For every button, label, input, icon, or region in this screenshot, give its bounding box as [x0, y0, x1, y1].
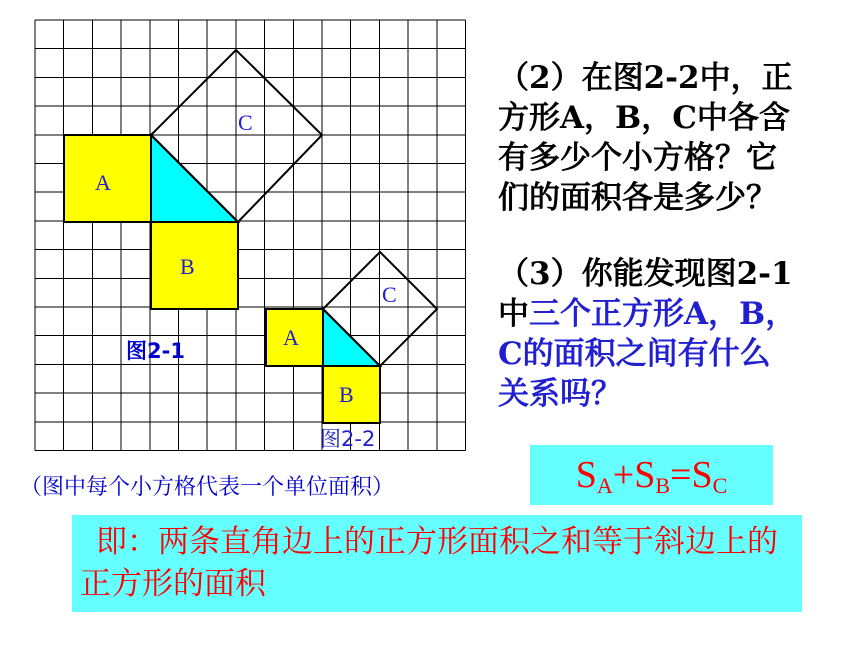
formula-s: S — [691, 454, 713, 496]
question-2-line: 有多少个小方格？它 — [498, 140, 777, 176]
figure-2-2 — [266, 252, 437, 451]
conclusion-text: 即：两条直角边上的正方形面积之和等于斜边上的正方形的面积 — [80, 524, 778, 602]
formula-sub-b: B — [655, 473, 671, 498]
formula-plus: + — [612, 454, 635, 496]
label-c-fig1: C — [238, 110, 253, 135]
label-b-fig1: B — [180, 254, 195, 279]
label-c-fig2: C — [382, 282, 397, 307]
label-b-fig2: B — [339, 382, 354, 407]
caption-fig1: 图2-1 — [126, 339, 185, 363]
conclusion-box — [72, 515, 802, 612]
formula-s: S — [575, 454, 597, 496]
question-2-line: （2）在图2-2中，正 — [498, 60, 793, 96]
question-3-line2 — [498, 294, 796, 334]
question-2 — [498, 58, 793, 218]
label-a-fig2: A — [283, 325, 299, 350]
area-formula — [530, 445, 773, 505]
formula-equals: = — [670, 454, 692, 496]
caption-fig2: 图2-2 — [320, 427, 376, 451]
question-2-line: 们的面积各是多少？ — [498, 180, 777, 216]
formula-sub-c: C — [712, 473, 728, 498]
question-3 — [498, 254, 796, 414]
question-2-line: 方形A，B，C中各含 — [498, 100, 790, 136]
formula-s: S — [634, 454, 656, 496]
label-a-fig1: A — [95, 170, 111, 195]
grid-lines — [35, 20, 466, 451]
formula-sub-a: A — [596, 473, 613, 498]
unit-area-note: （图中每个小方格代表一个单位面积） — [20, 475, 395, 500]
grid-figure — [0, 0, 480, 460]
question-3-line4: 关系吗？ — [498, 376, 622, 412]
question-3-line1: （3）你能发现图2-1 — [498, 256, 793, 292]
question-3-line3: C的面积之间有什么 — [498, 336, 771, 372]
question-3-highlight: 三个正方形A，B， — [529, 296, 797, 332]
question-3-prefix: 中 — [498, 296, 529, 332]
